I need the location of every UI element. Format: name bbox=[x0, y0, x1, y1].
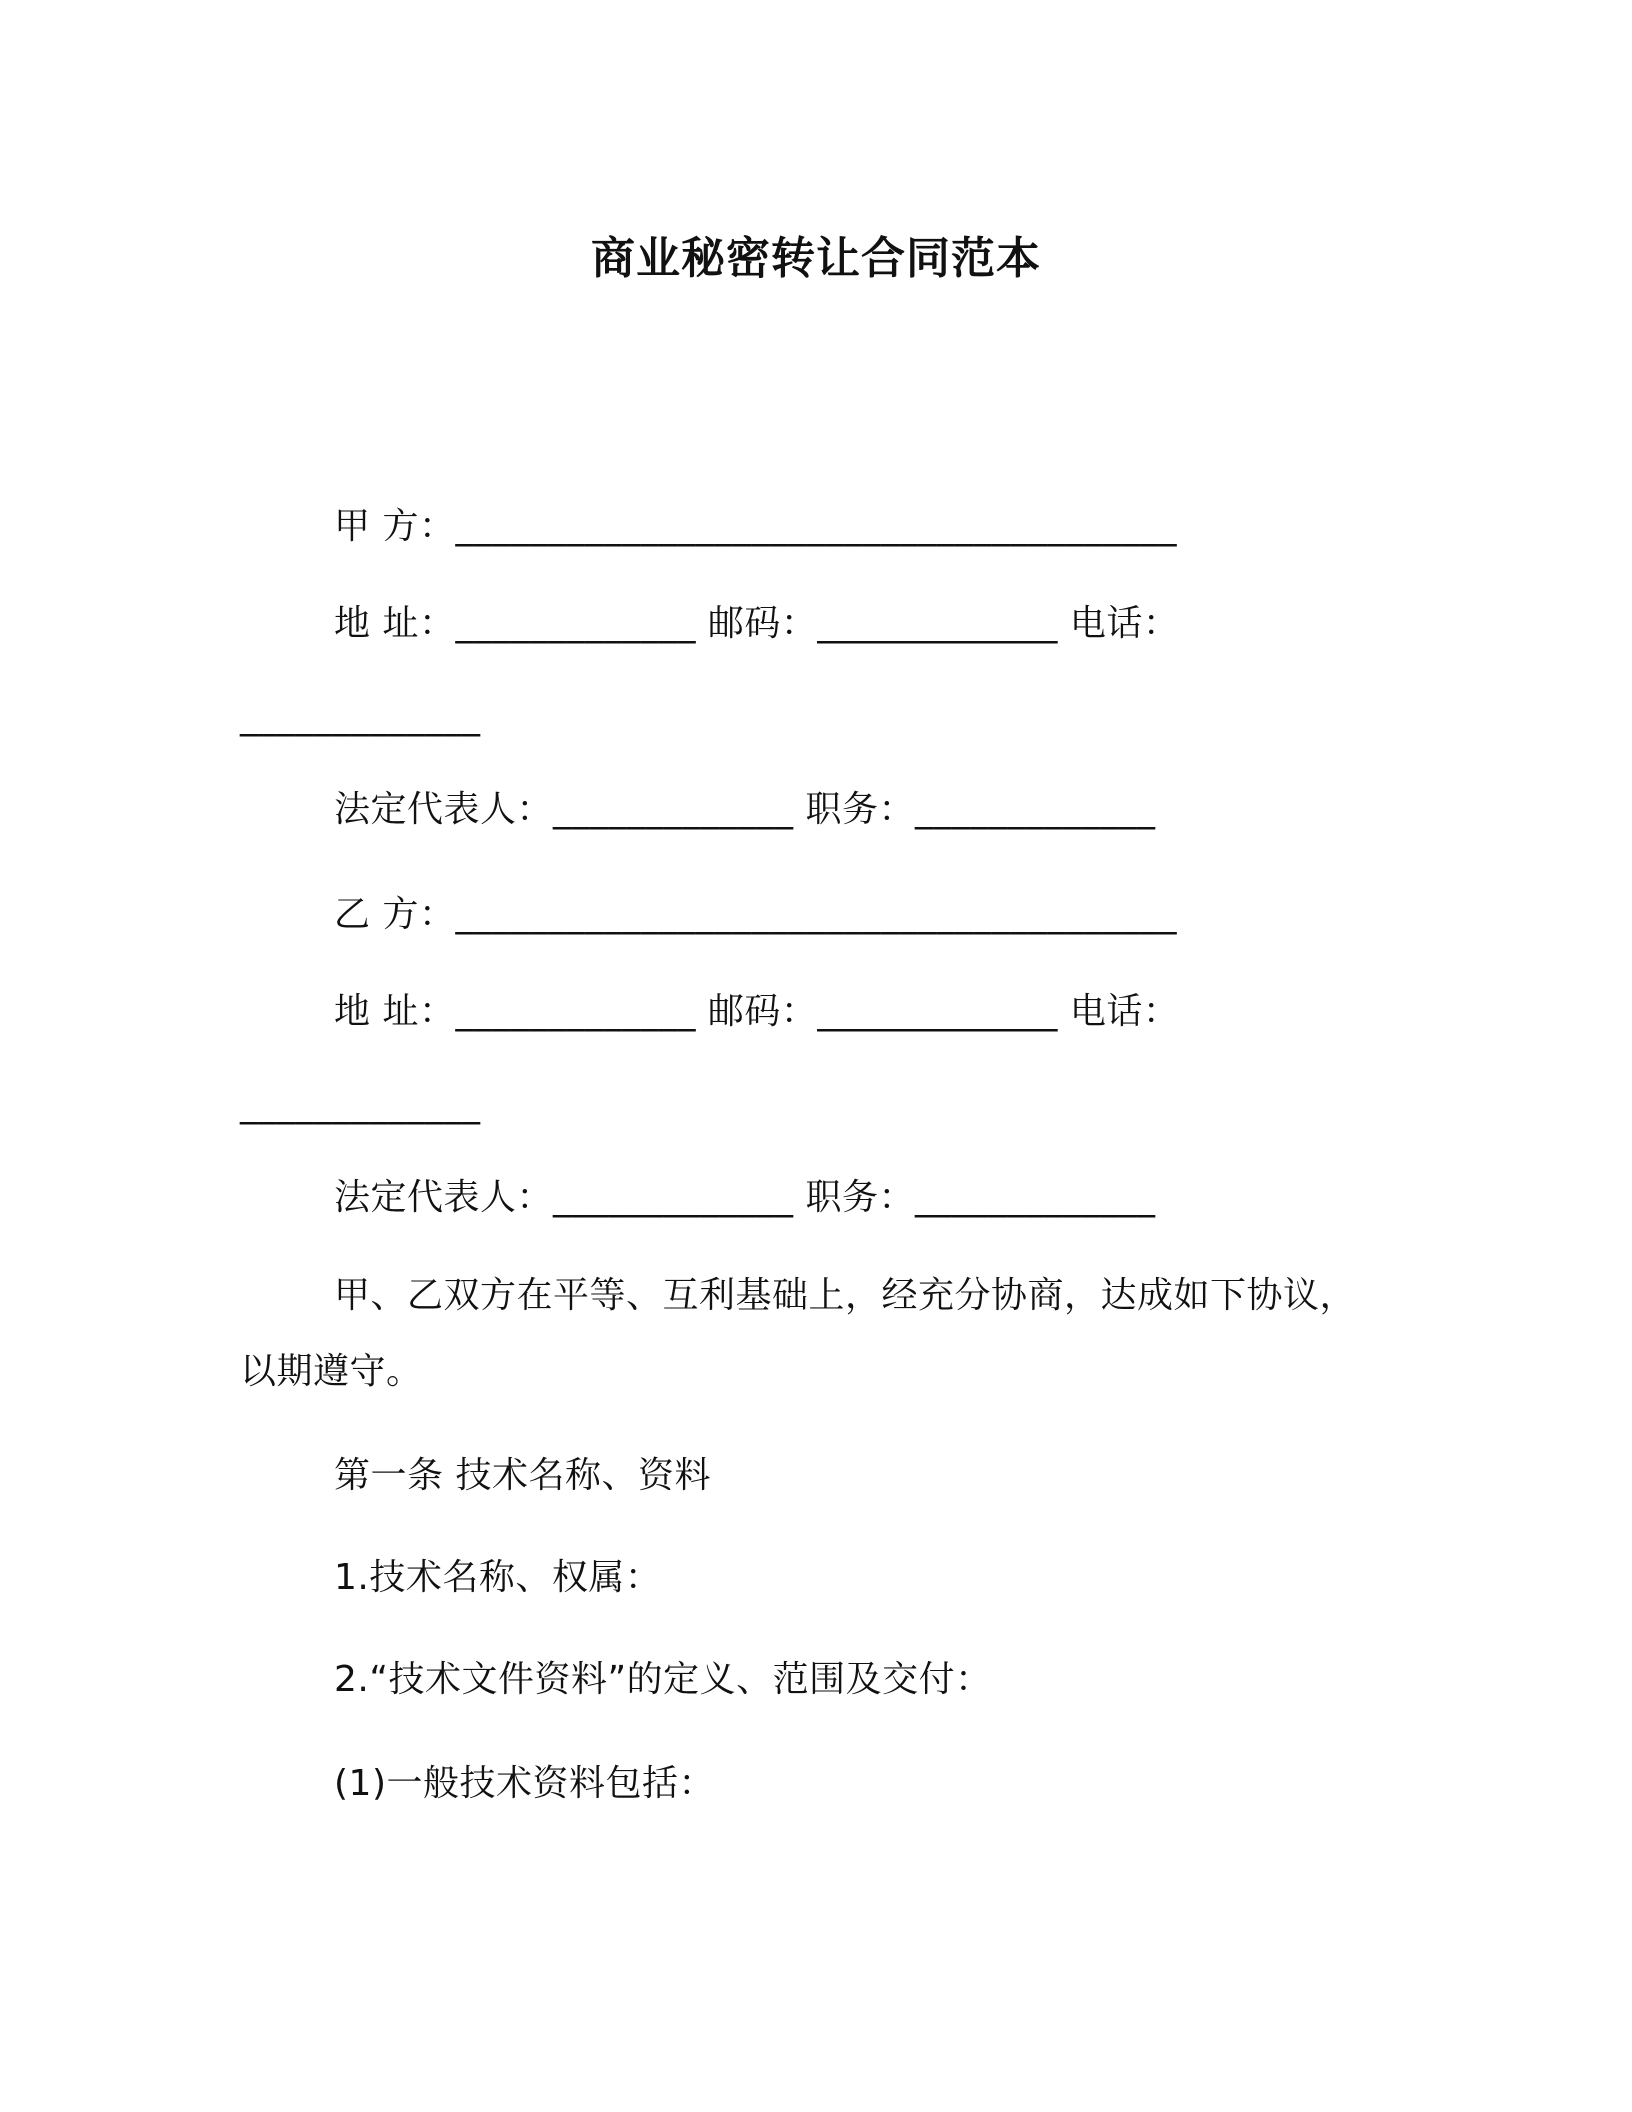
party-b-address-line: 地 址：_____________ 邮码：_____________ 电话： bbox=[334, 991, 1180, 1032]
party-a-phone-blank: _____________ bbox=[240, 696, 481, 737]
agreement-paragraph-line-2: 以期遵守。 bbox=[240, 1351, 423, 1392]
agreement-paragraph-line-1: 甲、乙双方在平等、互利基础上，经充分协商，达成如下协议， bbox=[334, 1275, 1357, 1316]
clause-1-2-1: (1)一般技术资料包括： bbox=[334, 1763, 715, 1804]
party-b-representative-line: 法定代表人：_____________ 职务：_____________ bbox=[334, 1177, 1156, 1218]
article-1-heading: 第一条 技术名称、资料 bbox=[334, 1455, 711, 1496]
party-a-representative-line: 法定代表人：_____________ 职务：_____________ bbox=[334, 789, 1156, 830]
party-a-address-line: 地 址：_____________ 邮码：_____________ 电话： bbox=[334, 603, 1180, 644]
party-a-name-line: 甲 方：_______________________________________ bbox=[334, 506, 1177, 547]
document-title: 商业秘密转让合同范本 bbox=[591, 233, 1041, 284]
clause-1-2: 2.“技术文件资料”的定义、范围及交付： bbox=[334, 1659, 992, 1700]
clause-1-1: 1.技术名称、权属： bbox=[334, 1557, 662, 1598]
party-b-name-line: 乙 方：_______________________________________ bbox=[334, 894, 1177, 935]
party-b-phone-blank: _____________ bbox=[240, 1084, 481, 1125]
